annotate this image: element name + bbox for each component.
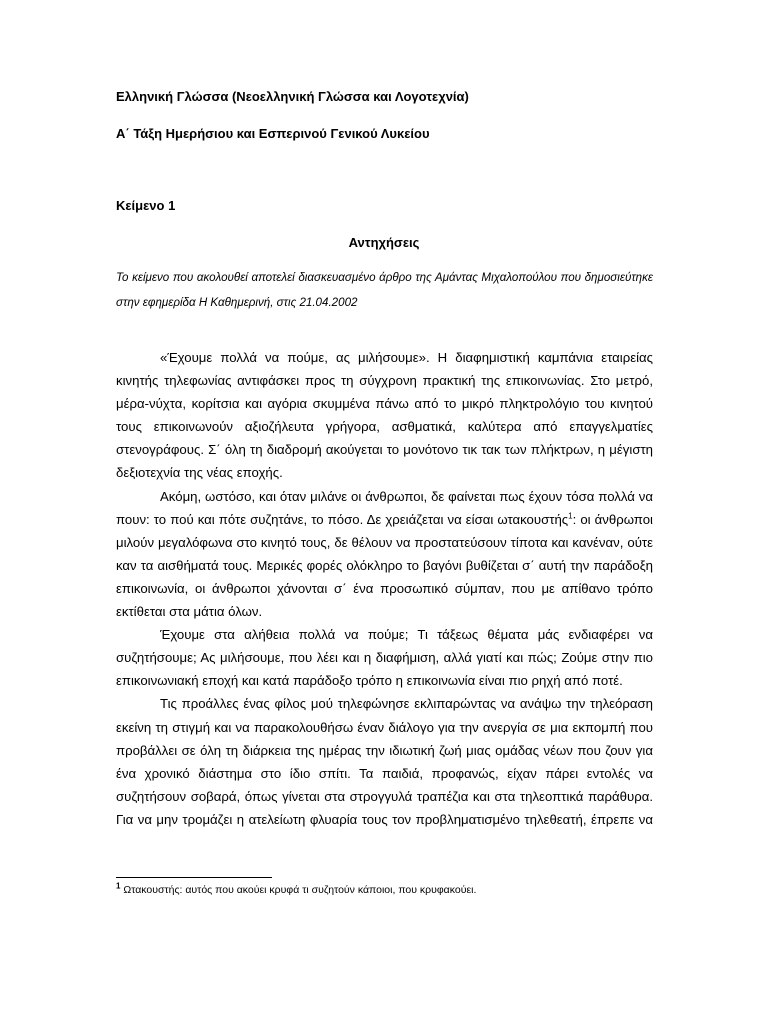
paragraph-1: «Έχουμε πολλά να πούμε, ας μιλήσουμε». Η διαφημιστική καμπάνια εταιρείας κινητής τηλεφωνίας αντιφάσκει προς τη σύγχρονη πρακτική της επικοινωνίας. Στο μετρό, μέρα-νύχτα, κορίτσια και αγόρια σκυμμένα πάνω από το μικρό πληκτρολόγιο του κινητού τους επικοινωνούν αξιοζήλευτα γρήγορα, ασθματικά, καλύτερα από επαγγελματίες στενογράφους. Σ΄ όλη τη διαδρομή ακούγεται το μονότονο τικ τακ των πλήκτρων, η μέγιστη δεξιοτεχνία της νέας εποχής. <box>116 350 653 481</box>
subject-heading: Ελληνική Γλώσσα (Νεοελληνική Γλώσσα και Λογοτεχνία) <box>116 89 469 104</box>
footnote-reference[interactable]: 1 <box>568 511 573 521</box>
paragraph-2 <box>116 485 653 624</box>
intro-note: Το κείμενο που ακολουθεί αποτελεί διασκευασμένο άρθρο της Αμάντας Μιχαλοπούλου που δημοσιεύτηκε στην εφημερίδα Η Καθημερινή, στις 21.04.2002 <box>116 271 653 309</box>
text-label: Κείμενο 1 <box>116 198 176 213</box>
footnote <box>116 881 477 896</box>
article-body <box>116 346 653 831</box>
paragraph-3: Έχουμε στα αλήθεια πολλά να πούμε; Τι τάξεως θέματα μάς ενδιαφέρει να συζητήσουμε; Ας μιλήσουμε, που λέει και η διαφήμιση, αλλά γιατί και πώς; Ζούμε στην πιο επικοινωνιακή εποχή και κατά παράδοξο τρόπο η επικοινωνία είναι πιο ρηχή από ποτέ. <box>116 627 653 689</box>
paragraph-2-before: Ακόμη, ωστόσο, και όταν μιλάνε οι άνθρωποι, δε φαίνεται πως έχουν τόσα πολλά να πουν: το πού και πότε συζητάνε, το πόσο. Δε χρειάζεται να είσαι ωτακουστής <box>116 488 653 527</box>
paragraph-4: Τις προάλλες ένας φίλος μού τηλεφώνησε εκλιπαρώντας να ανάψω την τηλεόραση εκείνη τη στιγμή και να παρακολουθήσω έναν διάλογο για την ανεργία σε μια εκπομπή που προβάλλει σε όλη τη διάρκεια της ημέρας την ιδιωτική ζωή μιας ομάδας νέων που ζουν για ένα χρονικό διάστημα στο ίδιο σπίτι. Τα παιδιά, προφανώς, είχαν πάρει εντολές να συζητήσουν σοβαρά, όπως γίνεται στα στρογγυλά τραπέζια και στα τηλεοπτικά παράθυρα. Για να μην τρομάζει η ατελείωτη φλυαρία τους τον προβληματισμένο τηλεθεατή, έπρεπε να <box>116 696 653 827</box>
footnote-marker: 1 <box>116 881 121 891</box>
footnote-separator <box>116 877 272 878</box>
grade-heading: Α΄ Τάξη Ημερήσιου και Εσπερινού Γενικού Λυκείου <box>116 126 430 141</box>
footnote-text: Ωτακουστής: αυτός που ακούει κρυφά τι συζητούν κάποιοι, που κρυφακούει. <box>123 884 477 896</box>
text-title: Αντηχήσεις <box>348 235 420 250</box>
paragraph-2-after: : οι άνθρωποι μιλούν μεγαλόφωνα στο κινητό τους, δε θέλουν να προστατεύσουν τίποτα και κανέναν, ούτε καν τα αισθήματά τους. Μερικές φορές ολόκληρο το βαγόνι βυθίζεται σ΄ αυτή την παράδοξη επικοινωνία, οι άνθρωποι χάνονται σ΄ ένα προσωπικό σύμπαν, που με απίθανο τρόπο εκτίθεται στα μάτια όλων. <box>116 511 653 620</box>
